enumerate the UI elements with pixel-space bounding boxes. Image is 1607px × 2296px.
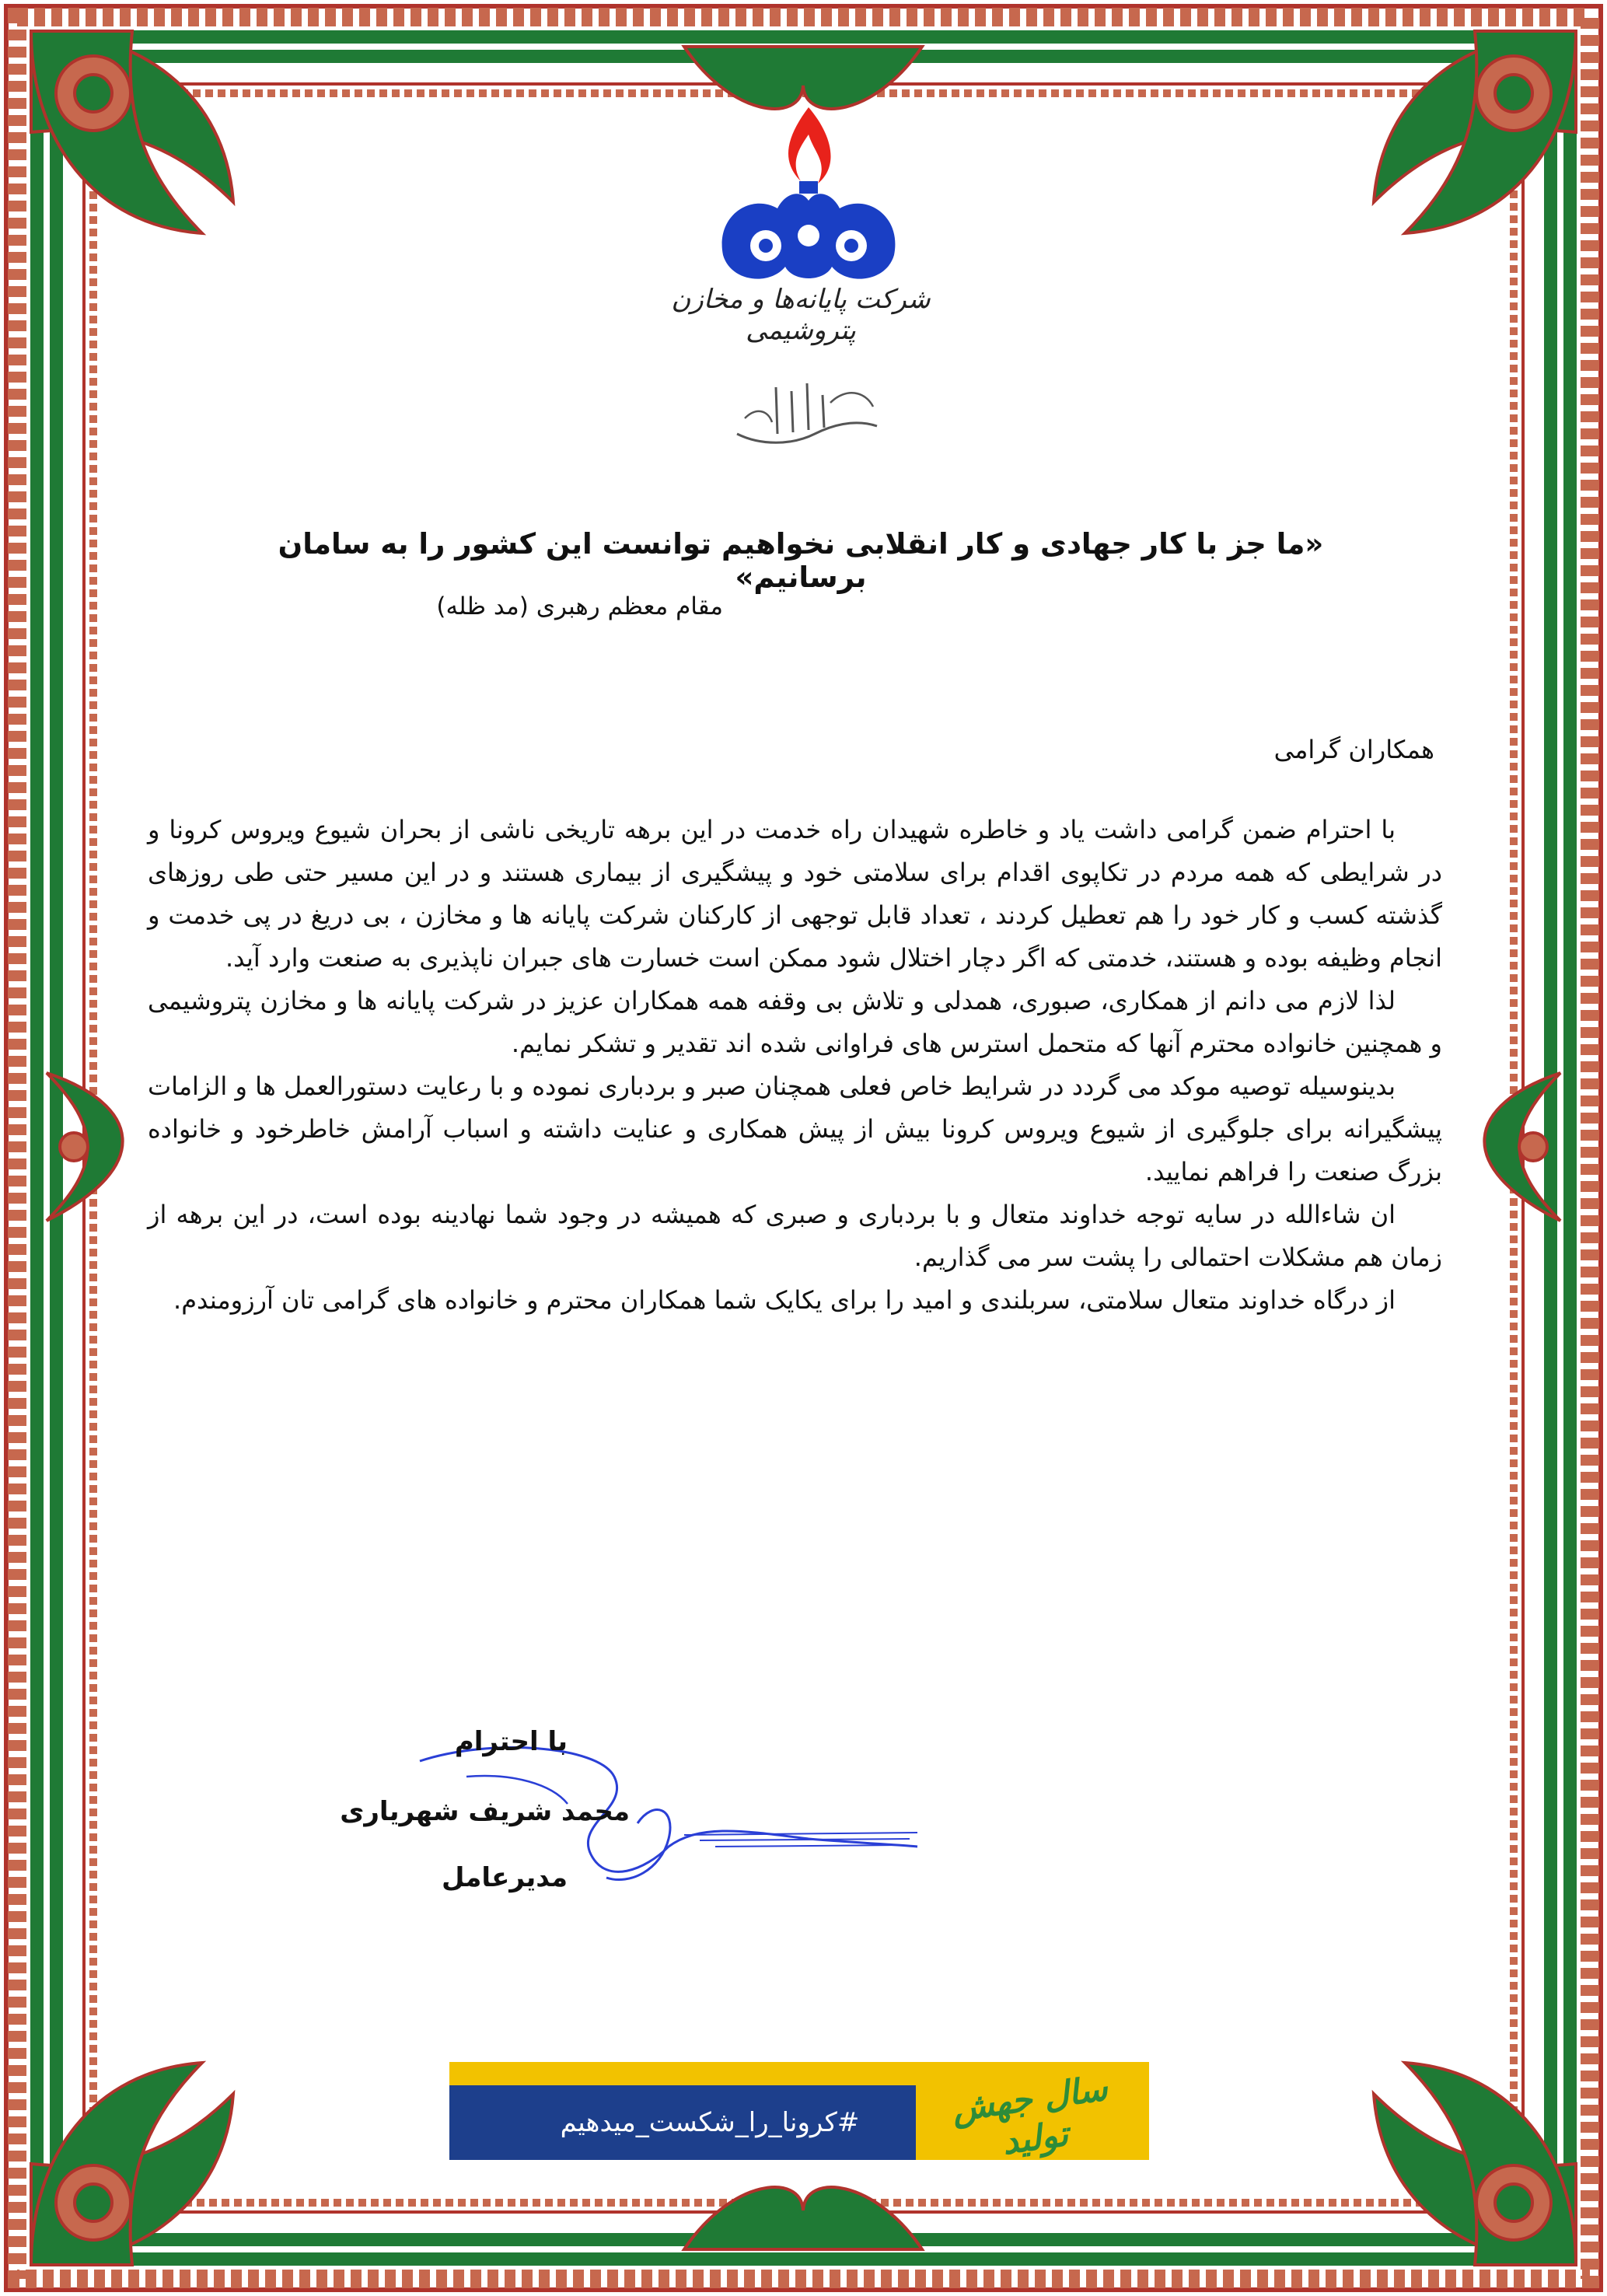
- letter-paragraph: بدینوسیله توصیه موکد می گردد در شرایط خاص فعلی همچنان صبر و بردباری نموده و با رعایت دستورالعمل ها و الزامات پیشگیرانه برای جلوگیری از شیوع ویروس کرونا بیش از پیش همکاری و عنایت داشته و اسباب آرامش خاطرخود و خانواده بزرگ صنعت را فراهم نمایید.: [148, 1071, 1442, 1186]
- letter-paragraph: لذا لازم می دانم از همکاری، صبوری، همدلی و تلاش بی وقفه همه همکاران عزیز در شرکت پایانه ها و مخازن پتروشیمی و همچنین خانواده محترم آنها که متحمل استرس های فراوانی شده اند تقدیر و تشکر نمایم.: [148, 986, 1442, 1058]
- letter-salutation: همکاران گرامی: [1273, 735, 1434, 764]
- signature-regards: با احترام: [454, 1726, 568, 1757]
- banner-year-slogan: سال جهش تولید: [949, 2068, 1110, 2163]
- banner-hashtag: #کرونا_را_شکست_میدهیم: [560, 2107, 860, 2138]
- flame-icon: [788, 107, 831, 183]
- letter-paragraph: ان شاءالله در سایه توجه خداوند متعال و با بردباری و صبری که همیشه در وجود شما نهادینه بوده است، در این برهه از زمان هم مشکلات احتمالی را پشت سر می گذاریم.: [148, 1200, 1442, 1272]
- quote-attribution: مقام معظم رهبری (مد ظله): [436, 592, 723, 620]
- slogan-banner: [449, 2062, 1149, 2163]
- banner-year-box: [916, 2062, 1149, 2163]
- letter-paragraph: با احترام ضمن گرامی داشت یاد و خاطره شهیدان راه خدمت در این برهه تاریخی ناشی از بحران شیوع ویروس کرونا و در شرایطی که همه مردم در تکاپوی اقدام برای سلامتی خود و پیشگیری از بیماری هستند و در این مسیر حتی طی روزهای گذشته کسب و کار خود را هم تعطیل کردند ، تعداد قابل توجهی از کارکنان شرکت پایانه ها و مخازن ، بی دریغ در پی خدمت و انجام وظیفه بوده و هستند، خدمتی که اگر دچار اختلال شود ممکن است خسارت های جبران ناپذیری به صنعت وارد آید.: [148, 815, 1442, 973]
- signature-title: مدیرعامل: [442, 1862, 568, 1893]
- signature-name: محمد شریف شهریاری: [340, 1796, 630, 1827]
- letter-body: [148, 809, 1442, 1322]
- letter-paragraph: از درگاه خداوند متعال سلامتی، سربلندی و امید را برای یکایک شما همکاران محترم و خانواده های گرامی تان آرزومندم.: [173, 1285, 1396, 1315]
- company-caption: شرکت پایانه‌ها و مخازن پتروشیمی: [671, 284, 931, 346]
- basmala-calligraphy: [729, 372, 885, 457]
- leader-quote: «ما جز با کار جهادی و کار انقلابی نخواهیم توانست این کشور را به سامان برسانیم»: [278, 527, 1324, 594]
- bottom-ornament-center: [684, 2187, 922, 2249]
